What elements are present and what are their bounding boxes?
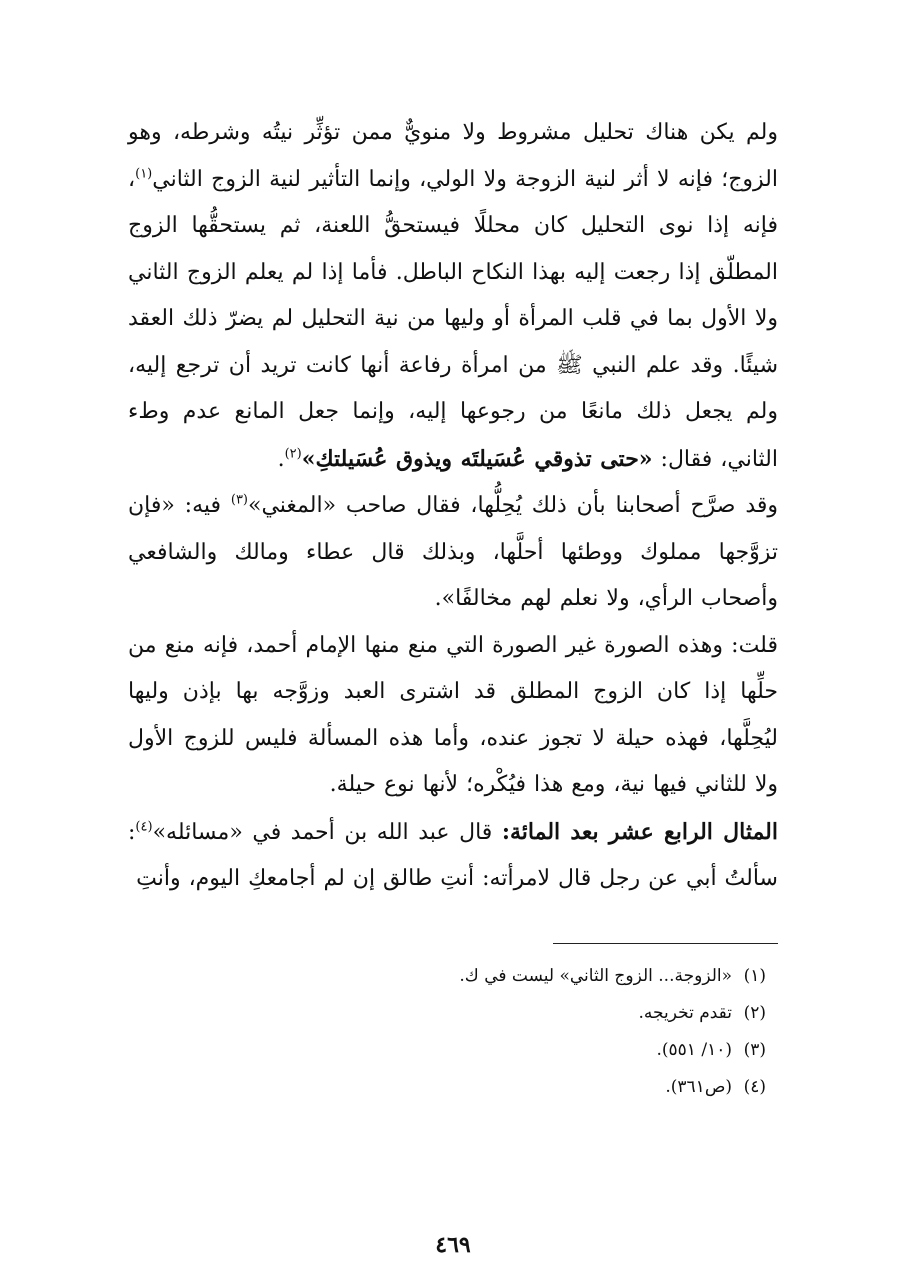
footnote-number: (٢) — [743, 1002, 766, 1023]
paragraph-3-text: قلت: وهذه الصورة غير الصورة التي منع منها الإمام أحمد، فإنه منع من حلِّها إذا كان الزوج المطلق قد اشترى العبد وزوَّجه بها بإذن وليها ليُحِلَّها، فهذه حيلة لا تجوز عنده، وأما هذه المسألة فليس للزوج الأول ولا للثاني فيها نية، ومع هذا فيُكْره؛ لأنها نوع حيلة. — [128, 632, 778, 797]
paragraph-4-part-b: : سألتُ أبي عن رجل قال لامرأته: أنتِ طالق إن لم أجامعكِ اليوم، وأنتِ — [128, 819, 778, 891]
paragraph-2-part-b: فيه: «فإن تزوَّجها مملوك ووطئها أحلَّها، وبذلك قال عطاء ومالك والشافعي وأصحاب الرأي، ولا نعلم لهم مخالفًا». — [128, 493, 778, 611]
footnote-text: (ص٣٦١). — [665, 1076, 732, 1097]
footnote-text: تقدم تخريجه. — [638, 1002, 732, 1023]
footnote-text: «الزوجة... الزوج الثاني» ليست في ك. — [459, 965, 732, 986]
paragraph-2-part-a: وقد صرَّح أصحابنا بأن ذلك يُحِلُّها، فقال صاحب «المغني» — [248, 493, 779, 518]
main-text — [128, 110, 778, 903]
footnote-1 — [128, 958, 766, 995]
footnote-4 — [128, 1069, 766, 1106]
paragraph-1-part-b: ، فإنه إذا نوى التحليل كان محللًا فيستحقُّ اللعنة، ثم يستحقُّها الزوج المطلّق إذا رجعت إليه بهذا النكاح الباطل. فأما إذا لم يعلم الزوج الثاني ولا الأول بما في قلب المرأة أو وليها من نية التحليل لم يضرّ ذلك العقد شيئًا. وقد علم النبي ﷺ من امرأة رفاعة أنها كانت تريد أن ترجع إليه، ولم يجعل ذلك مانعًا من رجوعها إليه، وإنما جعل المانع عدم وطء الثاني، فقال: — [128, 166, 778, 472]
paragraph-1-end: . — [277, 446, 285, 472]
hadith-quote: «حتى تذوقي عُسَيلتَه ويذوق عُسَيلتكِ» — [301, 445, 653, 472]
footnote-ref-2: (٢) — [284, 446, 302, 462]
footnote-text: (١٠/ ٥٥١). — [656, 1039, 732, 1060]
footnote-number: (٣) — [743, 1039, 766, 1060]
footnote-3 — [128, 1032, 766, 1069]
paragraph-2 — [128, 483, 778, 623]
footnote-ref-3: (٣) — [230, 492, 248, 508]
footnote-number: (١) — [743, 965, 766, 986]
footnote-ref-1: (١) — [135, 166, 153, 182]
paragraph-4 — [128, 809, 778, 903]
footnote-divider — [553, 943, 778, 944]
paragraph-4-part-a: قال عبد الله بن أحمد في «مسائله» — [152, 819, 502, 845]
footnote-ref-4: (٤) — [135, 819, 153, 835]
page-number: ٤٦٩ — [435, 1232, 471, 1258]
paragraph-1-part-a: ولم يكن هناك تحليل مشروط ولا منويٌّ ممن تؤثِّر نيتُه وشرطه، وهو الزوج؛ فإنه لا أثر لنية الزوجة ولا الولي، وإنما التأثير لنية الزوج الثاني — [128, 120, 778, 192]
paragraph-1 — [128, 110, 778, 483]
paragraph-3 — [128, 623, 778, 809]
book-page — [128, 110, 779, 1258]
example-heading: المثال الرابع عشر بعد المائة: — [501, 818, 778, 845]
footnote-number: (٤) — [743, 1076, 766, 1097]
footnotes — [128, 958, 778, 1106]
footnote-2 — [128, 995, 766, 1032]
